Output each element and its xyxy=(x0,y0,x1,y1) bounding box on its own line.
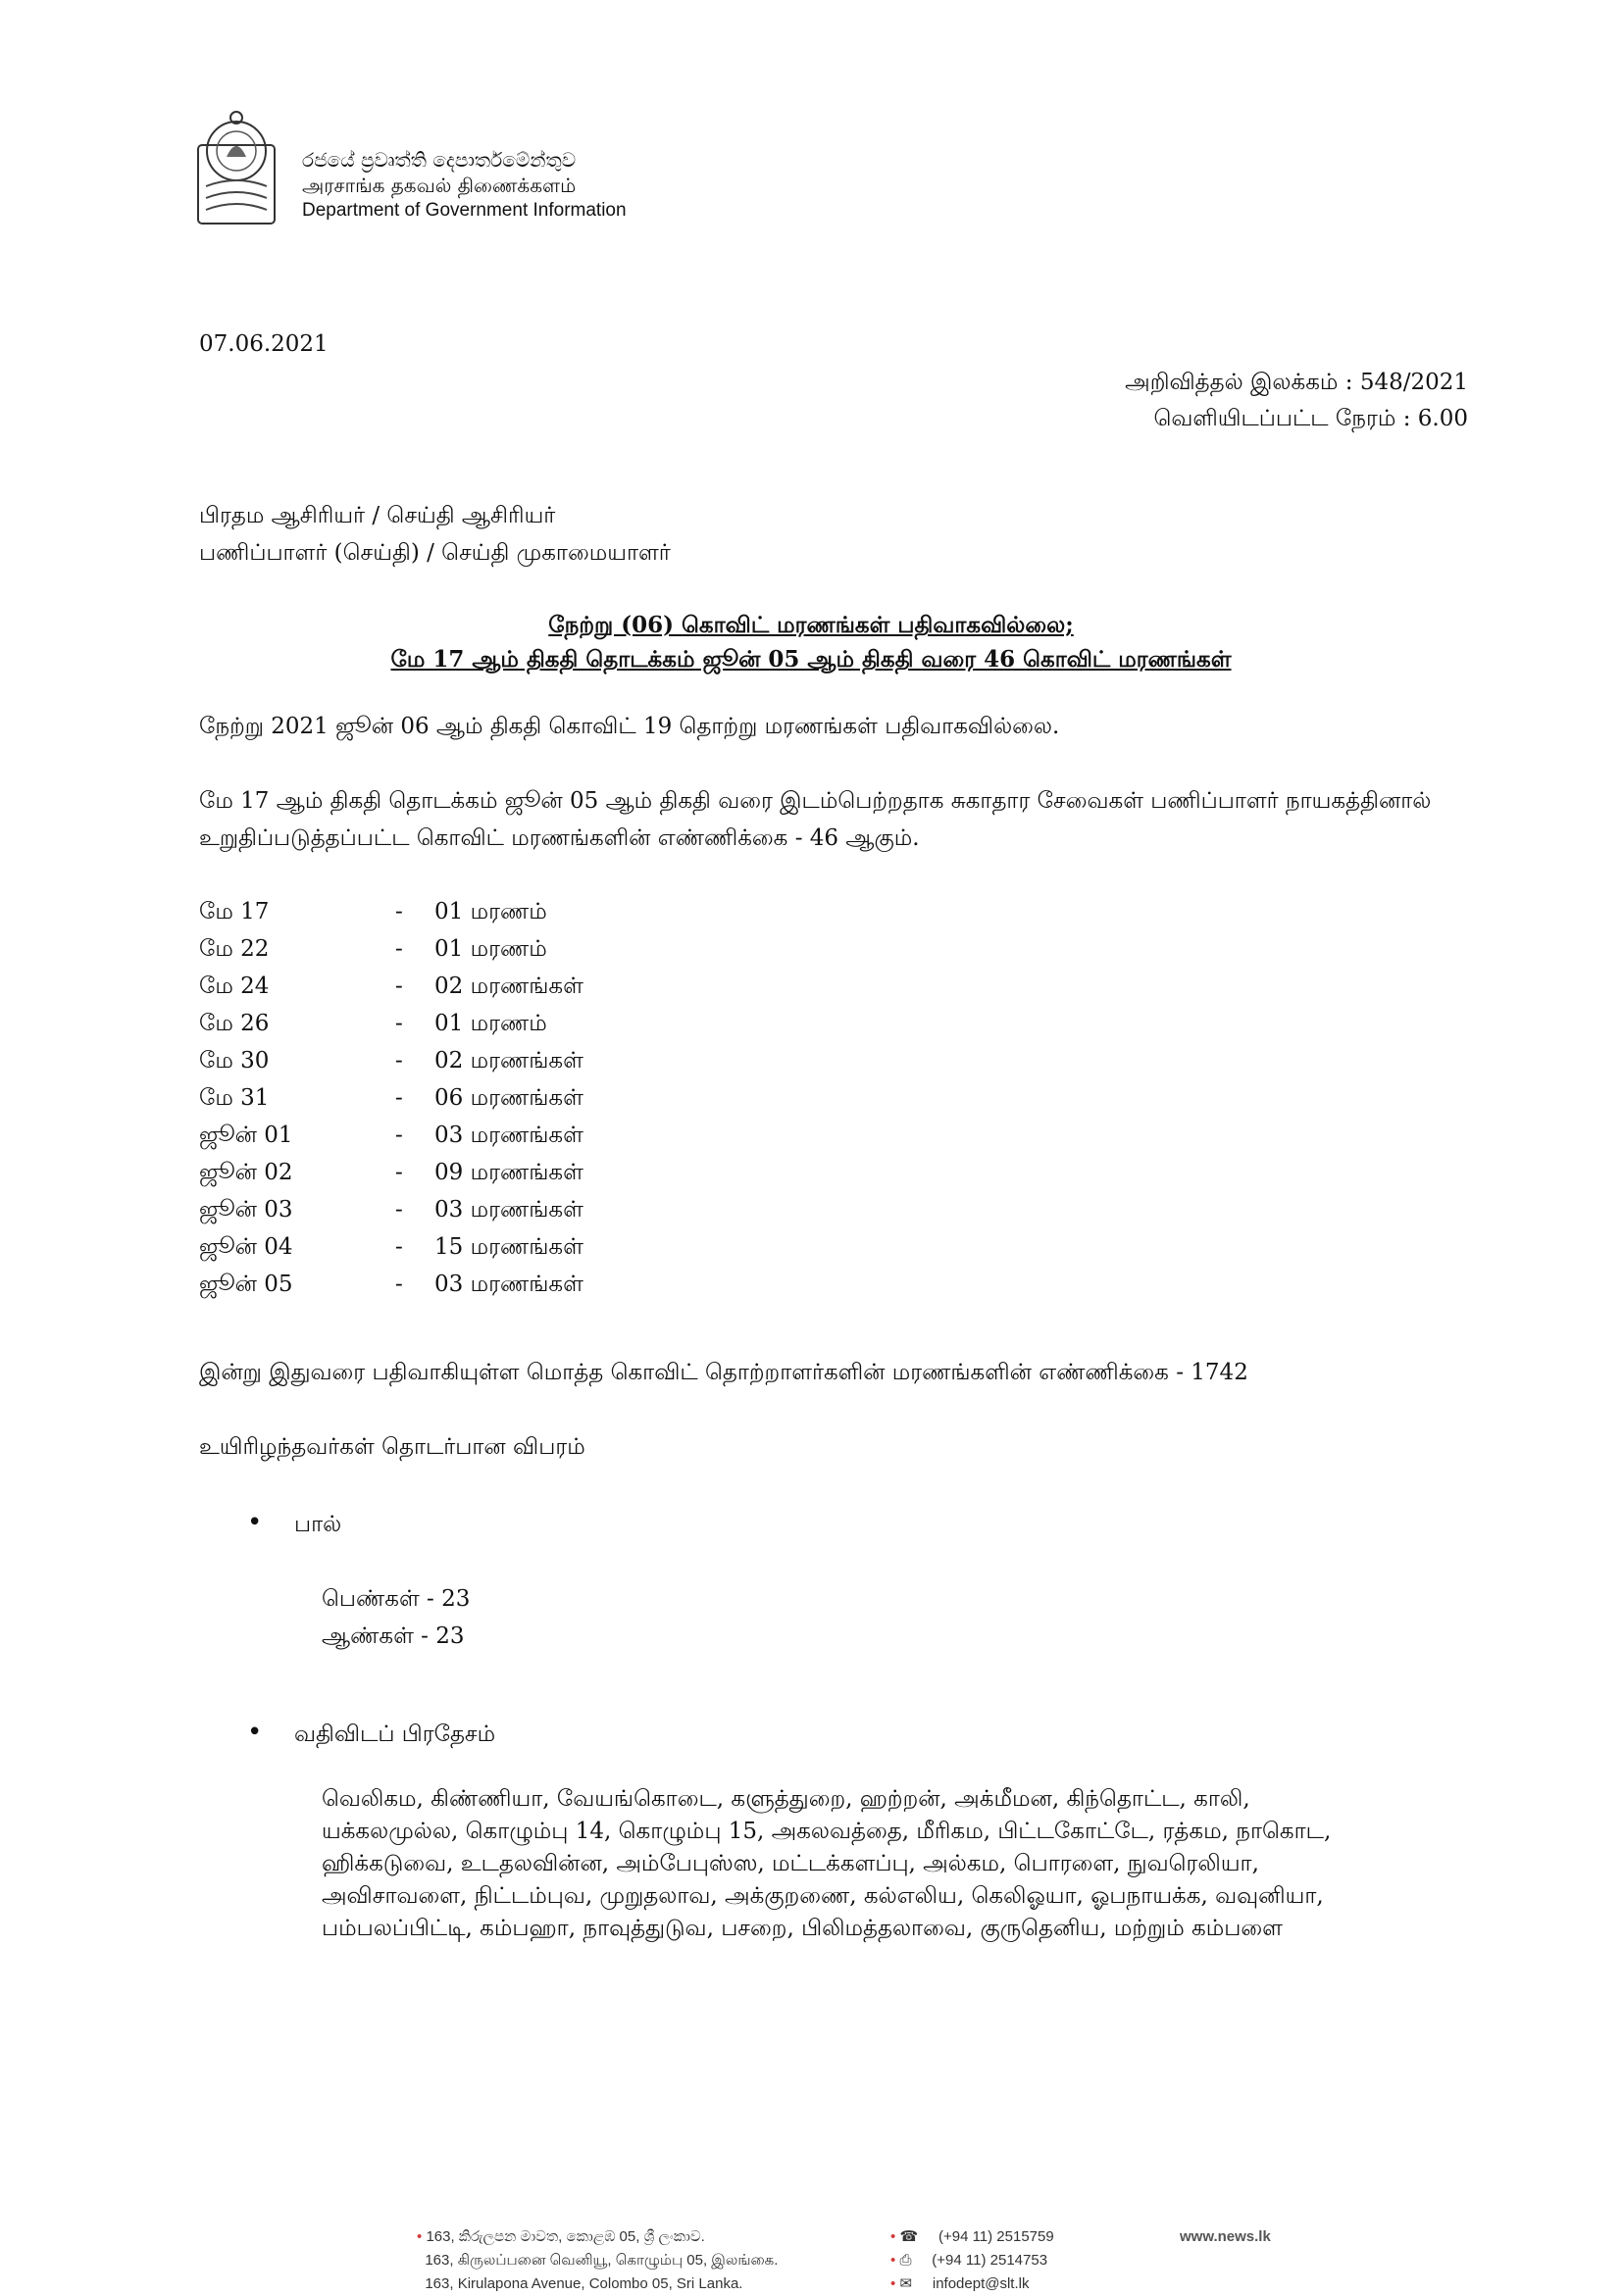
death-separator: - xyxy=(395,1197,403,1223)
email-address: infodept@slt.lk xyxy=(932,2275,1030,2292)
death-count: 06 மரணங்கள் xyxy=(434,1085,583,1111)
death-separator: - xyxy=(395,1160,403,1185)
death-date: மே 30 xyxy=(199,1048,270,1073)
phone-icon: ☎ xyxy=(899,2228,919,2245)
death-date: ஜூன் 02 xyxy=(199,1160,293,1185)
details-heading: உயிரிழந்தவர்கள் தொடர்பான விபரம் xyxy=(199,1434,585,1460)
title-line-2: மே 17 ஆம் திகதி தொடக்கம் ஜூன் 05 ஆம் திகதி வரை 46 கொவிட் மரணங்கள் xyxy=(390,646,1232,673)
death-count: 02 மரணங்கள் xyxy=(434,1048,583,1073)
title-line-1: நேற்று (06) கொவிட் மரணங்கள் பதிவாகவில்லை; xyxy=(548,612,1074,638)
email-icon: ✉ xyxy=(899,2275,913,2292)
residence-area-line: யக்கலமுல்ல, கொழும்பு 14, கொழும்பு 15, அகலவத்தை, மீரிகம, பிட்டகோட்டே, ரத்கம, நாகொட, xyxy=(322,1819,1332,1844)
death-count: 01 மரணம் xyxy=(434,1011,547,1036)
fax-icon: ⎙ xyxy=(899,2252,912,2269)
department-name-block xyxy=(302,147,627,224)
release-time-row: வெளியிடப்பட்ட நேரம் : 6.00 xyxy=(1153,406,1468,431)
release-number-row: அறிவித்தல் இலக்கம் : 548/2021 xyxy=(1125,370,1468,395)
press-release-title xyxy=(0,608,1622,676)
death-separator: - xyxy=(395,899,403,924)
death-separator: - xyxy=(395,1234,403,1260)
death-date: ஜூன் 01 xyxy=(199,1123,293,1148)
release-time-value: 6.00 xyxy=(1417,406,1468,431)
residence-area-line: ஹிக்கடுவை, உடதலவின்ன, அம்பேபுஸ்ஸ, மட்டக்களப்பு, அல்கம, பொரளை, நுவரெலியா, xyxy=(322,1851,1259,1876)
government-emblem-icon xyxy=(194,106,279,227)
death-separator: - xyxy=(395,1048,403,1073)
bullet-residence: • xyxy=(247,1718,263,1747)
death-count: 01 மரணம் xyxy=(434,936,547,962)
total-deaths-line: இன்று இதுவரை பதிவாகியுள்ள மொத்த கொவிட் தொற்றாளர்களின் மரணங்களின் எண்ணிக்கை - 1742 xyxy=(199,1360,1248,1385)
death-separator: - xyxy=(395,1085,403,1111)
bullet-gender: • xyxy=(247,1508,263,1537)
address-sinhala: 163, කිරුලපන මාවත, කොළඹ 05, ශ්‍රී ලංකාව. xyxy=(426,2228,705,2245)
death-date: ஜூன் 05 xyxy=(199,1272,293,1297)
residence-heading: வதிவிடப் பிரதேசம் xyxy=(294,1722,496,1747)
death-separator: - xyxy=(395,1272,403,1297)
recipient-line-2: பணிப்பாளர் (செய்தி) / செய்தி முகாமையாளர் xyxy=(199,540,671,566)
department-name-sinhala: රජයේ ප්‍රවෘත්ති දෙපාර්තමේන්තුව xyxy=(302,148,577,172)
gender-heading: பால் xyxy=(294,1512,342,1537)
address-english: 163, Kirulapona Avenue, Colombo 05, Sri Lanka. xyxy=(425,2275,743,2292)
death-separator: - xyxy=(395,936,403,962)
footer-contact: • ☎ (+94 11) 2515759 • ⎙ (+94 11) 2514753 • ✉ infodept@slt.lk xyxy=(890,2228,1054,2292)
death-date: மே 24 xyxy=(199,973,270,999)
document-date: 07.06.2021 xyxy=(199,331,329,357)
death-count: 09 மரணங்கள் xyxy=(434,1160,583,1185)
death-separator: - xyxy=(395,1011,403,1036)
death-count: 01 மரணம் xyxy=(434,899,547,924)
death-date: மே 26 xyxy=(199,1011,270,1036)
release-time-label: வெளியிடப்பட்ட நேரம் xyxy=(1153,406,1396,431)
reference-block xyxy=(1125,365,1468,437)
website-link[interactable]: www.news.lk xyxy=(1180,2228,1271,2245)
death-date: மே 31 xyxy=(199,1085,270,1111)
death-count: 02 மரணங்கள் xyxy=(434,973,583,999)
fax-number: (+94 11) 2514753 xyxy=(932,2252,1048,2269)
residence-area-line: அவிசாவளை, நிட்டம்புவ, முறுதலாவ, அக்குறணை, கல்எலிய, கெலிஓயா, ஓபநாயக்க, வவுனியா, xyxy=(322,1883,1324,1909)
death-date: ஜூன் 03 xyxy=(199,1197,293,1223)
release-number-value: 548/2021 xyxy=(1359,370,1468,395)
death-separator: - xyxy=(395,973,403,999)
death-separator: - xyxy=(395,1123,403,1148)
gender-male: ஆண்கள் - 23 xyxy=(322,1623,465,1649)
department-name-tamil: அரசாங்க தகவல் திணைக்களம் xyxy=(302,174,577,197)
residence-area-line: பம்பலப்பிட்டி, கம்பஹா, நாவுத்துடுவ, பசறை, பிலிமத்தலாவை, குருதெனிய, மற்றும் கம்பளை xyxy=(322,1916,1283,1941)
footer-address: • 163, කිරුලපන මාවත, කොළඹ 05, ශ්‍රී ලංකාව. 163, கிருலப்பனை வெனியூ, கொழும்பு 05, இலங்கை. 163, Kirulapona Avenue, Colombo 05, Sri Lanka. xyxy=(417,2228,779,2292)
paragraph-no-deaths: நேற்று 2021 ஜூன் 06 ஆம் திகதி கொவிட் 19 தொற்று மரணங்கள் பதிவாகவில்லை. xyxy=(199,714,1060,739)
death-date: மே 17 xyxy=(199,899,270,924)
address-tamil: 163, கிருலப்பனை வெனியூ, கொழும்பு 05, இலங்கை. xyxy=(425,2252,779,2269)
death-date: ஜூன் 04 xyxy=(199,1234,293,1260)
death-count: 03 மரணங்கள் xyxy=(434,1197,583,1223)
recipient-line-1: பிரதம ஆசிரியர் / செய்தி ஆசிரியர் xyxy=(199,503,556,528)
death-date: மே 22 xyxy=(199,936,270,962)
death-count: 15 மரணங்கள் xyxy=(434,1234,583,1260)
residence-area-line: வெலிகம, கிண்ணியா, வேயங்கொடை, களுத்துறை, ஹற்றன், அக்மீமன, கிந்தொட்ட, காலி, xyxy=(322,1786,1250,1812)
death-count: 03 மரணங்கள் xyxy=(434,1272,583,1297)
death-count: 03 மரணங்கள் xyxy=(434,1123,583,1148)
department-name-english: Department of Government Information xyxy=(302,200,627,221)
paragraph-confirmed-deaths: மே 17 ஆம் திகதி தொடக்கம் ஜூன் 05 ஆம் திகதி வரை இடம்பெற்றதாக சுகாதார சேவைகள் பணிப்பாளர் நாயகத்தினால் உறுதிப்படுத்தப்பட்ட கொவிட் மரணங்களின் எண்ணிக்கை - 46 ஆகும். xyxy=(199,788,1432,851)
release-number-label: அறிவித்தல் இலக்கம் xyxy=(1125,370,1339,395)
phone-number: (+94 11) 2515759 xyxy=(938,2228,1054,2245)
gender-female: பெண்கள் - 23 xyxy=(322,1586,471,1612)
